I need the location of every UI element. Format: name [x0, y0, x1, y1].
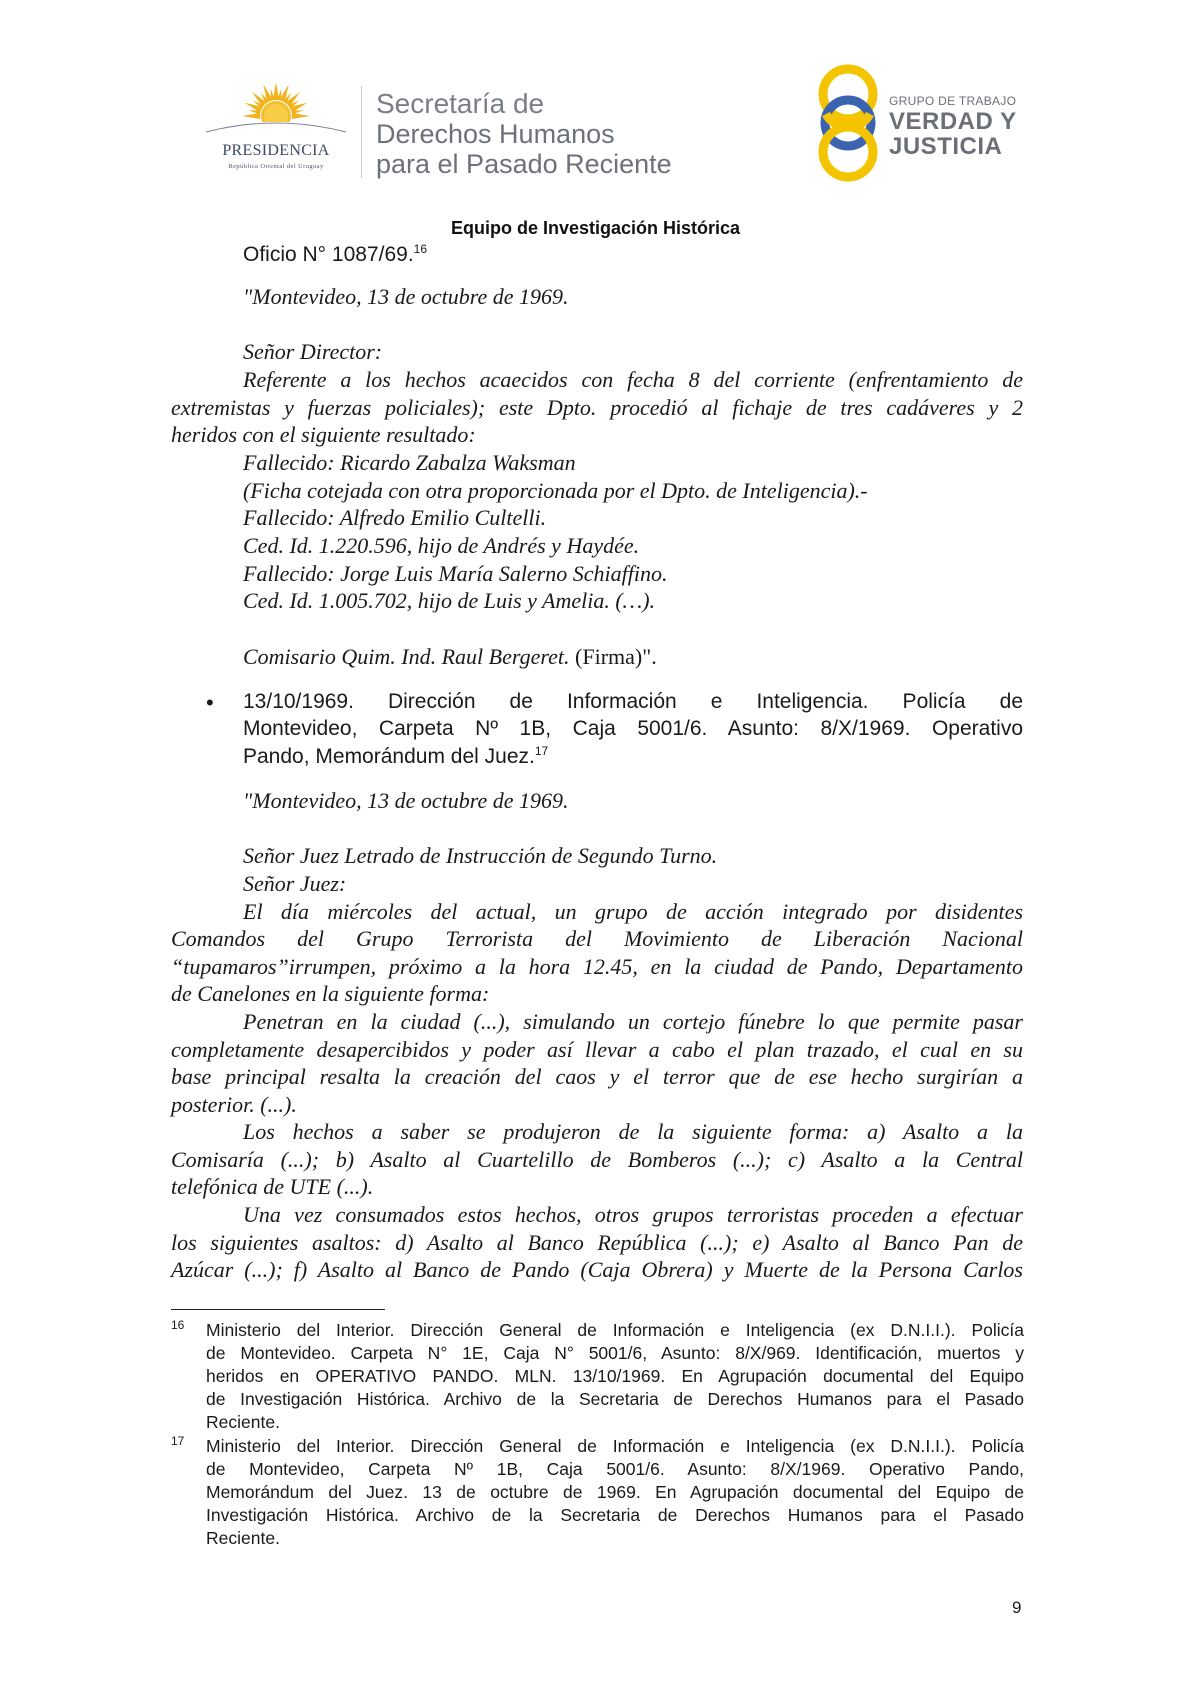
doc1-list-item: Ced. Id. 1.220.596, hijo de Andrés y Haydée.: [243, 533, 640, 558]
oficio-heading: [243, 242, 427, 267]
doc1-list-item: Fallecido: Jorge Luis María Salerno Schiaffino.: [243, 561, 668, 586]
signature-name: Comisario Quim. Ind. Raul Bergeret.: [243, 644, 570, 669]
footnote-line: Investigación Histórica. Archivo de la Secretaria de Derechos Humanos para el Pasado: [206, 1505, 1024, 1525]
presidencia-subtitle: República Oriental del Uruguay: [228, 163, 324, 170]
sun-emblem-icon: [196, 80, 356, 142]
footnote-line: de Montevideo, Carpeta Nº 1B, Caja 5001/6. Asunto: 8/X/1969. Operativo Pando,: [206, 1459, 1024, 1479]
header-divider: [361, 86, 362, 178]
grupo-line-3: JUSTICIA: [889, 133, 1003, 160]
doc1-para-line: heridos con el siguiente resultado:: [171, 422, 476, 447]
interlocking-rings-icon: [812, 60, 884, 186]
doc2-p2-line: posterior. (...).: [171, 1092, 297, 1117]
doc1-signature: [243, 644, 657, 670]
doc2-date: "Montevideo, 13 de octubre de 1969.: [243, 788, 569, 813]
doc1-list-item: Fallecido: Ricardo Zabalza Waksman: [243, 450, 576, 475]
grupo-line-2: VERDAD Y: [889, 108, 1017, 135]
footnote-line: Reciente.: [206, 1528, 280, 1548]
doc2-p1-line: de Canelones en la siguiente forma:: [171, 981, 490, 1006]
doc2-p4-line: Una vez consumados estos hechos, otros grupos terroristas proceden a efectuar: [243, 1202, 1023, 1227]
footnote-line: Memorándum del Juez. 13 de octubre de 1969. En Agrupación documental del Equipo de: [206, 1482, 1024, 1502]
secretaria-line-3: para el Pasado Reciente: [376, 149, 672, 179]
doc1-list-item: (Ficha cotejada con otra proporcionada por el Dpto. de Inteligencia).-: [243, 478, 868, 503]
bullet-marker: •: [206, 690, 214, 715]
footnote-line: Reciente.: [206, 1412, 280, 1432]
footnote-line: de Montevideo. Carpeta N° 1E, Caja N° 5001/6, Asunto: 8/X/969. Identificación, muertos y: [206, 1343, 1024, 1363]
doc2-p4-line: los siguientes asaltos: d) Asalto al Banco República (...); e) Asalto al Banco Pan de: [171, 1230, 1023, 1255]
doc2-p4-line: Azúcar (...); f) Asalto al Banco de Pando (Caja Obrera) y Muerte de la Persona Carlos: [171, 1257, 1023, 1282]
doc2-p2-line: base principal resalta la creación del caos y el terror que de ese hecho surgirían a: [171, 1064, 1023, 1089]
secretaria-line-2: Derechos Humanos: [376, 119, 615, 149]
secretaria-logo-text: [376, 90, 672, 178]
doc1-para-line: Referente a los hechos acaecidos con fecha 8 del corriente (enfrentamiento de: [243, 367, 1023, 392]
doc1-list-item: Fallecido: Alfredo Emilio Cultelli.: [243, 505, 547, 530]
grupo-logo-text: [889, 95, 1017, 159]
secretaria-line-1: Secretaría de: [376, 88, 545, 119]
footnote-line: Ministerio del Interior. Dirección General de Información e Inteligencia (ex D.N.I.I.). Policía: [206, 1436, 1024, 1456]
footnote-ref-16: 16: [413, 242, 428, 256]
doc1-date: "Montevideo, 13 de octubre de 1969.: [243, 284, 569, 309]
doc1-salutation: Señor Director:: [243, 339, 383, 364]
bullet-line: 13/10/1969. Dirección de Información e Inteligencia. Policía de: [243, 690, 1023, 713]
doc2-p3-line: Comisaría (...); b) Asalto al Cuartelillo de Bomberos (...); c) Asalto a la Central: [171, 1147, 1023, 1172]
doc1-para-line: extremistas y fuerzas policiales); este Dpto. procedió al fichaje de tres cadáveres y 2: [171, 395, 1023, 420]
team-title: Equipo de Investigación Histórica: [450, 218, 741, 238]
doc2-p1-line: “tupamaros”irrumpen, próximo a la hora 12.45, en la ciudad de Pando, Departamento: [171, 954, 1023, 979]
bullet-line: Montevideo, Carpeta Nº 1B, Caja 5001/6. Asunto: 8/X/1969. Operativo: [243, 717, 1023, 740]
doc2-p1-line: El día miércoles del actual, un grupo de acción integrado por disidentes: [243, 899, 1023, 924]
page-number: 9: [1012, 1598, 1022, 1617]
bullet-line: Pando, Memorándum del Juez.: [243, 745, 535, 768]
footnote-line: Ministerio del Interior. Dirección General de Información e Inteligencia (ex D.N.I.I.). Policía: [206, 1320, 1024, 1340]
footnote-ref-17: 17: [534, 744, 549, 758]
oficio-text: Oficio N° 1087/69.: [243, 243, 414, 266]
signature-tail: (Firma)".: [575, 644, 657, 669]
footnote-separator: [171, 1309, 385, 1310]
doc2-p2-line: completamente desapercibidos y poder así llevar a cabo el plan trazado, el cual en su: [171, 1037, 1023, 1062]
doc2-p2-line: Penetran en la ciudad (...), simulando un cortejo fúnebre lo que permite pasar: [243, 1009, 1023, 1034]
doc2-salutation: Señor Juez:: [243, 871, 347, 896]
doc2-p1-line: Comandos del Grupo Terrorista del Movimiento de Liberación Nacional: [171, 926, 1023, 951]
presidencia-logo: [196, 80, 356, 176]
footnote-number: 17: [171, 1434, 185, 1448]
footnote-number: 16: [171, 1318, 185, 1332]
doc2-p3-line: Los hechos a saber se produjeron de la siguiente forma: a) Asalto a la: [243, 1119, 1023, 1144]
bullet-last-line: [243, 744, 1023, 769]
footnote-line: heridos en OPERATIVO PANDO. MLN. 13/10/1969. En Agrupación documental del Equipo: [206, 1366, 1024, 1386]
doc2-p3-line: telefónica de UTE (...).: [171, 1174, 374, 1199]
grupo-line-1: GRUPO DE TRABAJO: [889, 94, 1017, 108]
presidencia-title: PRESIDENCIA: [222, 142, 330, 159]
footnote-line: de Investigación Histórica. Archivo de la Secretaria de Derechos Humanos para el Pasado: [206, 1389, 1024, 1409]
doc2-addressee: Señor Juez Letrado de Instrucción de Segundo Turno.: [243, 843, 718, 868]
doc1-list-item: Ced. Id. 1.005.702, hijo de Luis y Amelia. (…).: [243, 588, 656, 613]
